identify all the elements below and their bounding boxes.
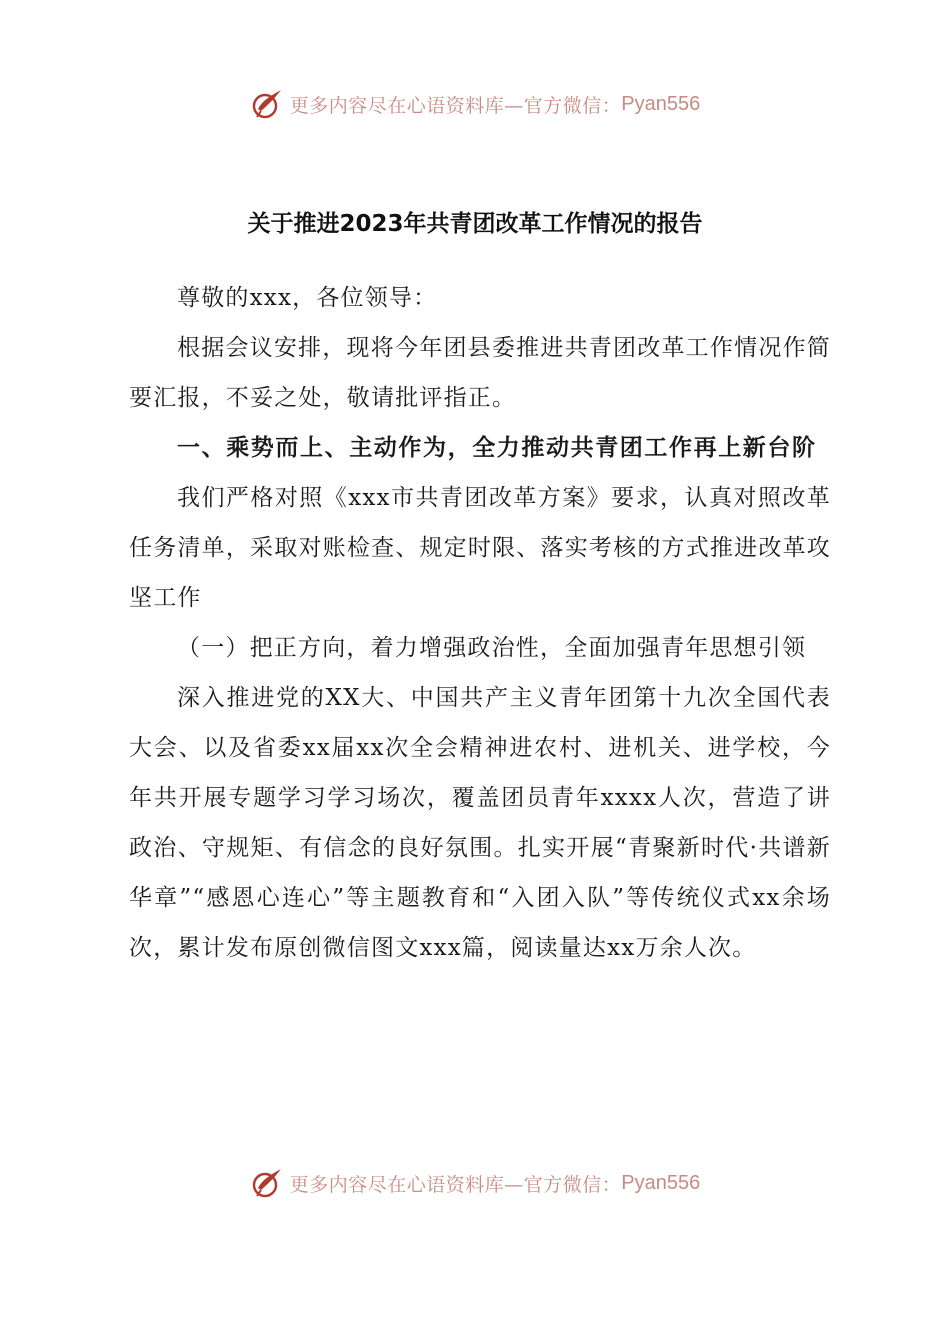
- section-1-paragraph: 我们严格对照《xxx市共青团改革方案》要求，认真对照改革任务清单，采取对账检查、规定时限、落实考核的方式推进改革攻坚工作: [129, 485, 831, 611]
- watermark-wechat-id: Pyan556: [621, 1171, 701, 1194]
- document-title: 关于推进2023年共青团改革工作情况的报告: [247, 211, 703, 237]
- intro-paragraph: 根据会议安排，现将今年团县委推进共青团改革工作情况作简要汇报，不妥之处，敬请批评指正。: [129, 335, 831, 411]
- subsection-1-paragraph: 深入推进党的XX大、中国共产主义青年团第十九次全国代表大会、以及省委xx届xx次全会精神进农村、进机关、进学校，今年共开展专题学习学习场次，覆盖团员青年xxxx人次，营造了讲政治、守规矩、有信念的良好氛围。扎实开展“青聚新时代·共谱新华章”“感恩心连心”等主题教育和“入团入队”等传统仪式xx余场次，累计发布原创微信图文xxx篇，阅读量达xx万余人次。: [129, 685, 831, 961]
- subsection-heading-1: （一）把正方向，着力增强政治性，全面加强青年思想引领: [177, 635, 807, 661]
- salutation: 尊敬的xxx，各位领导：: [177, 285, 438, 311]
- watermark-wechat-id: Pyan556: [621, 92, 701, 115]
- document-body: [129, 273, 831, 973]
- watermark-header: [0, 84, 950, 124]
- section-heading-1: 一、乘势而上、主动作为，全力推动共青团工作再上新台阶: [177, 435, 817, 461]
- quill-logo-icon: [250, 1166, 284, 1200]
- watermark-footer: [0, 1163, 950, 1203]
- watermark-text: 更多内容尽在心语资料库—官方微信：: [289, 1173, 622, 1196]
- watermark-text: 更多内容尽在心语资料库—官方微信：: [289, 94, 622, 117]
- quill-logo-icon: [250, 87, 284, 121]
